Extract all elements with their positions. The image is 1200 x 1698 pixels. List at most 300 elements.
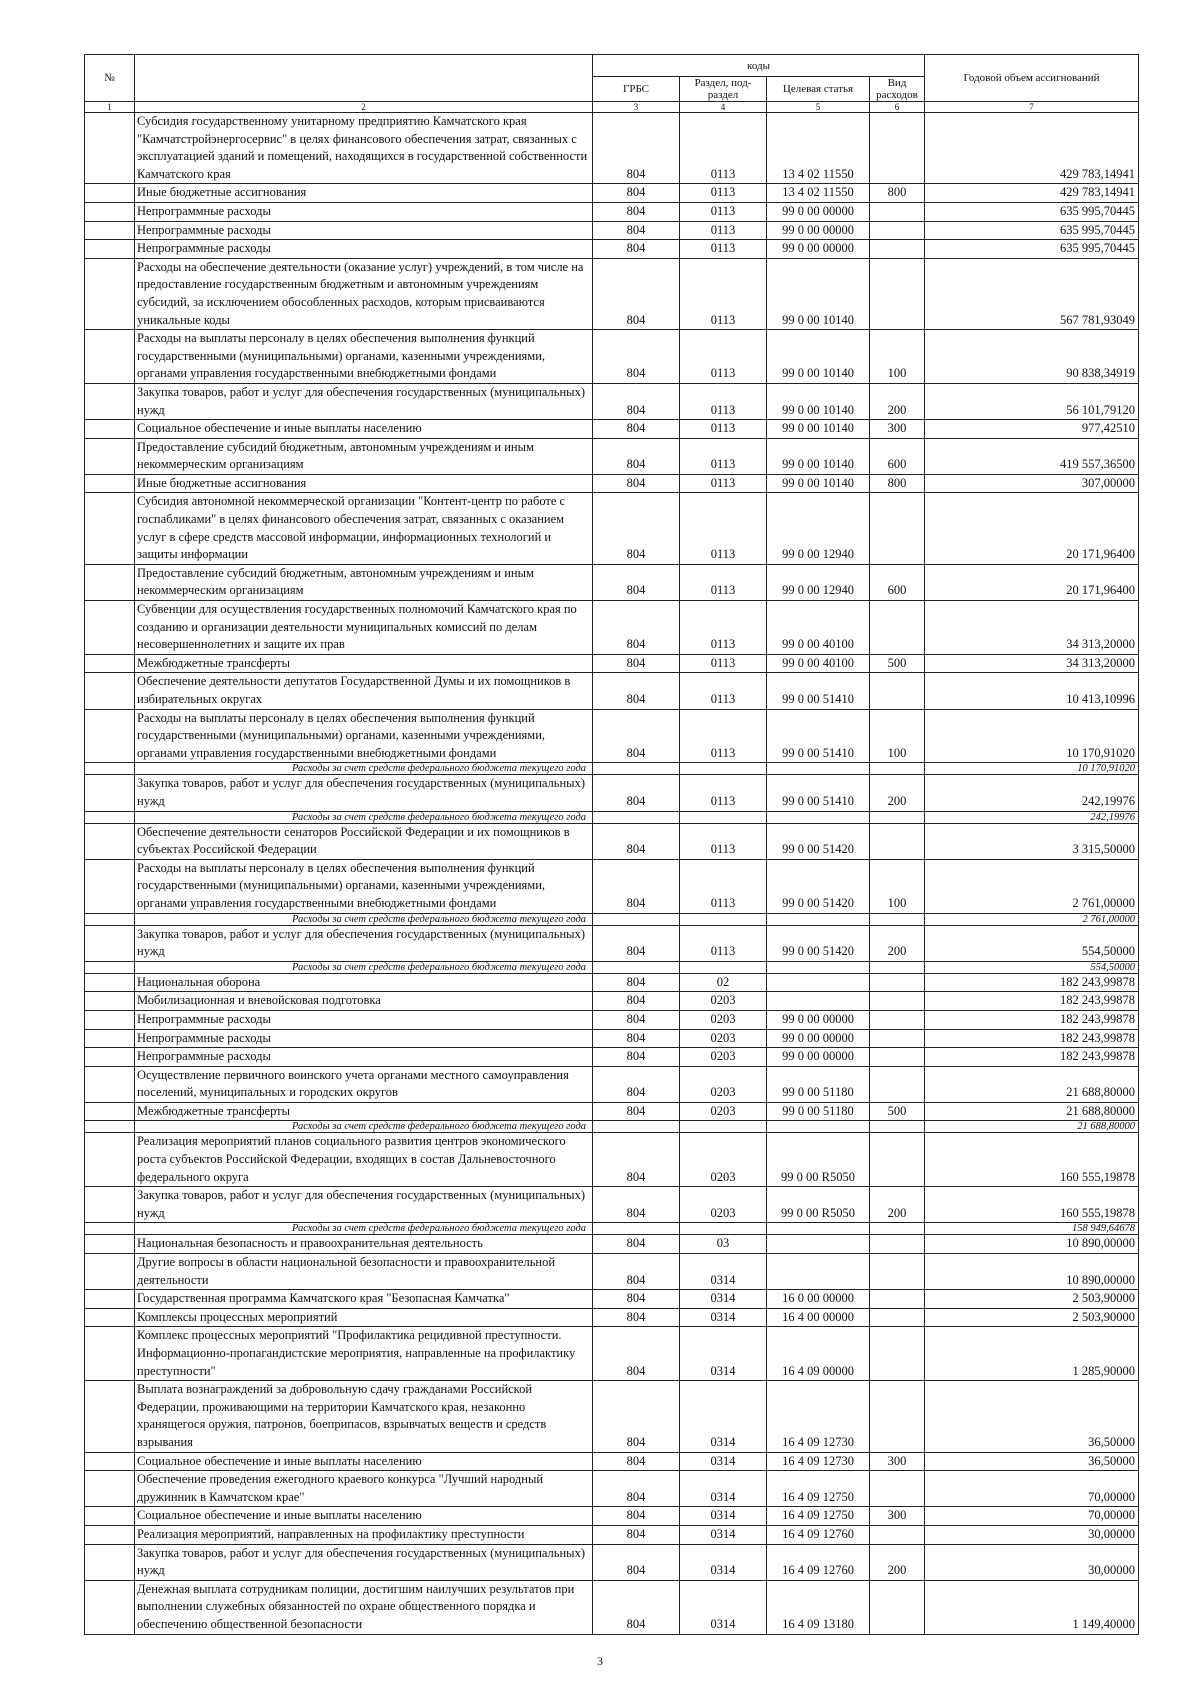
expense-type-cell: 800 — [870, 184, 925, 203]
section-cell: 0203 — [680, 1066, 767, 1102]
row-number-cell — [85, 1308, 135, 1327]
expense-name-cell: Выплата вознаграждений за добровольную сдачу гражданами Российской Федерации, проживающими на территории Камчатского края, незаконно хранящегося оружия, патронов, боеприпасов, взрывчатых веществ и средств взрывания — [135, 1381, 593, 1452]
amount-cell: 70,00000 — [925, 1507, 1139, 1526]
section-cell: 0203 — [680, 1102, 767, 1121]
page-number: 3 — [597, 1654, 603, 1668]
expense-type-cell — [870, 1308, 925, 1327]
row-number-cell — [85, 1029, 135, 1048]
expense-name-cell: Социальное обеспечение и иные выплаты населению — [135, 1507, 593, 1526]
expense-type-cell: 200 — [870, 775, 925, 811]
section-cell — [680, 763, 767, 775]
target-article-cell: 99 0 00 51410 — [767, 673, 870, 709]
expense-name-cell: Предоставление субсидий бюджетным, автономным учреждениям и иным некоммерческим организациям — [135, 438, 593, 474]
federal-budget-subrow — [85, 961, 1139, 973]
federal-budget-label: Расходы за счет средств федерального бюджета текущего года — [135, 1223, 593, 1235]
table-row — [85, 654, 1139, 673]
section-cell — [680, 1121, 767, 1133]
federal-budget-label: Расходы за счет средств федерального бюджета текущего года — [135, 961, 593, 973]
expense-type-cell — [870, 1029, 925, 1048]
expense-type-cell — [870, 1290, 925, 1309]
section-cell: 0203 — [680, 1048, 767, 1067]
target-article-cell — [767, 1235, 870, 1254]
table-header — [85, 55, 1139, 113]
section-cell: 0113 — [680, 654, 767, 673]
row-number-cell — [85, 1235, 135, 1254]
grbs-cell: 804 — [593, 474, 680, 493]
table-row — [85, 601, 1139, 655]
row-number-cell — [85, 775, 135, 811]
amount-cell: 567 781,93049 — [925, 258, 1139, 329]
table-row — [85, 474, 1139, 493]
grbs-cell: 804 — [593, 1525, 680, 1544]
target-article-cell: 16 4 09 12730 — [767, 1452, 870, 1471]
row-number-cell — [85, 1452, 135, 1471]
table-row — [85, 1544, 1139, 1580]
row-number-cell — [85, 1327, 135, 1381]
target-article-cell — [767, 992, 870, 1011]
row-number-cell — [85, 474, 135, 493]
row-number-cell — [85, 1102, 135, 1121]
table-row — [85, 113, 1139, 184]
row-number-cell — [85, 1525, 135, 1544]
expense-type-cell: 200 — [870, 925, 925, 961]
section-cell: 02 — [680, 973, 767, 992]
grbs-cell: 804 — [593, 601, 680, 655]
amount-cell: 2 761,00000 — [925, 859, 1139, 913]
target-article-cell: 99 0 00 10140 — [767, 420, 870, 439]
amount-cell: 1 285,90000 — [925, 1327, 1139, 1381]
target-article-cell: 99 0 00 51420 — [767, 925, 870, 961]
amount-cell: 160 555,19878 — [925, 1133, 1139, 1187]
grbs-cell: 804 — [593, 1471, 680, 1507]
section-cell: 0314 — [680, 1452, 767, 1471]
expense-name-cell: Комплексы процессных мероприятий — [135, 1308, 593, 1327]
section-cell: 0113 — [680, 113, 767, 184]
table-row — [85, 1471, 1139, 1507]
grbs-cell: 804 — [593, 1235, 680, 1254]
amount-cell: 419 557,36500 — [925, 438, 1139, 474]
expense-type-cell — [870, 1066, 925, 1102]
row-number-cell — [85, 1223, 135, 1235]
column-number-row — [85, 102, 1139, 113]
row-number-cell — [85, 493, 135, 564]
federal-budget-label: Расходы за счет средств федерального бюджета текущего года — [135, 811, 593, 823]
amount-cell: 1 149,40000 — [925, 1580, 1139, 1634]
amount-cell: 242,19976 — [925, 775, 1139, 811]
expense-type-cell — [870, 240, 925, 259]
expense-name-cell: Иные бюджетные ассигнования — [135, 474, 593, 493]
row-number-cell — [85, 601, 135, 655]
expense-type-cell: 100 — [870, 709, 925, 763]
table-row — [85, 383, 1139, 419]
expense-name-cell: Расходы на обеспечение деятельности (оказание услуг) учреждений, в том числе на предоставление государственным бюджетным и автономным учреждениям субсидий, за исключением обособленных расходов, которым присваиваются уникальные коды — [135, 258, 593, 329]
amount-cell: 10 890,00000 — [925, 1235, 1139, 1254]
target-article-cell — [767, 811, 870, 823]
grbs-cell: 804 — [593, 1452, 680, 1471]
target-article-cell: 13 4 02 11550 — [767, 184, 870, 203]
row-number-cell — [85, 383, 135, 419]
grbs-cell — [593, 961, 680, 973]
grbs-cell: 804 — [593, 709, 680, 763]
target-article-cell: 16 0 00 00000 — [767, 1290, 870, 1309]
column-number: 3 — [593, 102, 680, 113]
grbs-cell: 804 — [593, 1580, 680, 1634]
expense-type-cell: 300 — [870, 420, 925, 439]
expense-name-cell: Государственная программа Камчатского края "Безопасная Камчатка" — [135, 1290, 593, 1309]
amount-cell: 635 995,70445 — [925, 202, 1139, 221]
expense-name-cell: Комплекс процессных мероприятий "Профилактика рецидивной преступности. Информационно-пропагандистские мероприятия, направленные на профилактику преступности" — [135, 1327, 593, 1381]
federal-amount-cell: 158 949,64678 — [925, 1223, 1139, 1235]
expense-name-cell: Закупка товаров, работ и услуг для обеспечения государственных (муниципальных) нужд — [135, 383, 593, 419]
amount-cell: 182 243,99878 — [925, 1010, 1139, 1029]
expense-type-cell — [870, 763, 925, 775]
expense-name-cell: Обеспечение деятельности депутатов Государственной Думы и их помощников в избирательных округах — [135, 673, 593, 709]
amount-cell: 70,00000 — [925, 1471, 1139, 1507]
section-cell: 0113 — [680, 383, 767, 419]
expense-type-cell — [870, 1121, 925, 1133]
grbs-cell — [593, 811, 680, 823]
expense-name-cell: Закупка товаров, работ и услуг для обеспечения государственных (муниципальных) нужд — [135, 1187, 593, 1223]
target-article-cell: 99 0 00 R5050 — [767, 1187, 870, 1223]
row-number-cell — [85, 961, 135, 973]
row-number-cell — [85, 913, 135, 925]
expense-type-cell: 500 — [870, 654, 925, 673]
table-row — [85, 1010, 1139, 1029]
amount-cell: 429 783,14941 — [925, 113, 1139, 184]
section-cell: 0113 — [680, 493, 767, 564]
expense-name-cell: Непрограммные расходы — [135, 1048, 593, 1067]
target-article-cell — [767, 1223, 870, 1235]
section-cell: 0113 — [680, 202, 767, 221]
grbs-cell — [593, 1121, 680, 1133]
row-number-cell — [85, 438, 135, 474]
expense-name-cell: Расходы на выплаты персоналу в целях обеспечения выполнения функций государственными (муниципальными) органами, казенными учреждениями, органами управления государственными внебюджетными фондами — [135, 859, 593, 913]
grbs-cell: 804 — [593, 113, 680, 184]
row-number-cell — [85, 1471, 135, 1507]
section-cell: 0314 — [680, 1525, 767, 1544]
grbs-cell: 804 — [593, 202, 680, 221]
grbs-cell: 804 — [593, 859, 680, 913]
amount-cell: 635 995,70445 — [925, 240, 1139, 259]
row-number-cell — [85, 1048, 135, 1067]
target-article-cell: 16 4 09 00000 — [767, 1327, 870, 1381]
expense-name-cell: Социальное обеспечение и иные выплаты населению — [135, 1452, 593, 1471]
table-row — [85, 1048, 1139, 1067]
target-article-cell: 99 0 00 40100 — [767, 654, 870, 673]
table-row — [85, 221, 1139, 240]
grbs-cell: 804 — [593, 925, 680, 961]
amount-cell: 10 413,10996 — [925, 673, 1139, 709]
grbs-cell: 804 — [593, 330, 680, 384]
expense-type-cell — [870, 1254, 925, 1290]
row-number-cell — [85, 184, 135, 203]
header-name — [135, 55, 593, 102]
table-row — [85, 709, 1139, 763]
section-cell: 0314 — [680, 1544, 767, 1580]
row-number-cell — [85, 763, 135, 775]
row-number-cell — [85, 654, 135, 673]
expense-type-cell: 300 — [870, 1452, 925, 1471]
header-section: Раздел, под-раздел — [680, 77, 767, 102]
expense-name-cell: Субсидия государственному унитарному предприятию Камчатского края "Камчатстройэнергосервис" в целях финансового обеспечения затрат, связанных с эксплуатацией зданий и помещений, находящихся в государственной собственности Камчатского края — [135, 113, 593, 184]
table-row — [85, 1187, 1139, 1223]
expense-type-cell — [870, 1471, 925, 1507]
expense-name-cell: Предоставление субсидий бюджетным, автономным учреждениям и иным некоммерческим организациям — [135, 564, 593, 600]
expense-name-cell: Субсидия автономной некоммерческой организации "Контент-центр по работе с госпабликами" в целях финансового обеспечения затрат, связанных с оказанием услуг в сфере средств массовой информации, информационных технологий и защиты информации — [135, 493, 593, 564]
column-number: 7 — [925, 102, 1139, 113]
section-cell: 0203 — [680, 1133, 767, 1187]
section-cell: 0113 — [680, 925, 767, 961]
row-number-cell — [85, 992, 135, 1011]
amount-cell: 2 503,90000 — [925, 1290, 1139, 1309]
row-number-cell — [85, 823, 135, 859]
expense-name-cell: Закупка товаров, работ и услуг для обеспечения государственных (муниципальных) нужд — [135, 925, 593, 961]
table-row — [85, 564, 1139, 600]
row-number-cell — [85, 925, 135, 961]
target-article-cell: 99 0 00 R5050 — [767, 1133, 870, 1187]
row-number-cell — [85, 1254, 135, 1290]
target-article-cell: 16 4 09 12760 — [767, 1544, 870, 1580]
federal-budget-subrow — [85, 811, 1139, 823]
grbs-cell: 804 — [593, 673, 680, 709]
section-cell: 0113 — [680, 859, 767, 913]
expense-type-cell — [870, 1381, 925, 1452]
section-cell: 0314 — [680, 1580, 767, 1634]
expense-name-cell: Расходы на выплаты персоналу в целях обеспечения выполнения функций государственными (муниципальными) органами, казенными учреждениями, органами управления государственными внебюджетными фондами — [135, 330, 593, 384]
table-row — [85, 859, 1139, 913]
expense-name-cell: Реализация мероприятий, направленных на профилактику преступности — [135, 1525, 593, 1544]
expense-name-cell: Реализация мероприятий планов социального развития центров экономического роста субъектов Российской Федерации, входящих в состав Дальневосточного федерального округа — [135, 1133, 593, 1187]
row-number-cell — [85, 973, 135, 992]
expense-type-cell — [870, 601, 925, 655]
section-cell: 0113 — [680, 420, 767, 439]
table-row — [85, 240, 1139, 259]
amount-cell: 90 838,34919 — [925, 330, 1139, 384]
table-row — [85, 775, 1139, 811]
federal-amount-cell: 2 761,00000 — [925, 913, 1139, 925]
target-article-cell: 99 0 00 51180 — [767, 1066, 870, 1102]
section-cell: 0113 — [680, 709, 767, 763]
grbs-cell: 804 — [593, 1066, 680, 1102]
expense-name-cell: Межбюджетные трансферты — [135, 1102, 593, 1121]
amount-cell: 977,42510 — [925, 420, 1139, 439]
expense-type-cell — [870, 202, 925, 221]
target-article-cell: 99 0 00 51420 — [767, 823, 870, 859]
section-cell: 0113 — [680, 601, 767, 655]
target-article-cell: 16 4 09 12750 — [767, 1507, 870, 1526]
section-cell — [680, 811, 767, 823]
grbs-cell: 804 — [593, 973, 680, 992]
grbs-cell — [593, 913, 680, 925]
expense-type-cell: 200 — [870, 383, 925, 419]
table-row — [85, 673, 1139, 709]
row-number-cell — [85, 1381, 135, 1452]
federal-budget-subrow — [85, 763, 1139, 775]
target-article-cell: 99 0 00 12940 — [767, 564, 870, 600]
table-row — [85, 1327, 1139, 1381]
expense-type-cell: 300 — [870, 1507, 925, 1526]
header-grbs: ГРБС — [593, 77, 680, 102]
expense-type-cell — [870, 1235, 925, 1254]
federal-amount-cell: 242,19976 — [925, 811, 1139, 823]
expense-type-cell — [870, 221, 925, 240]
federal-amount-cell: 10 170,91020 — [925, 763, 1139, 775]
table-row — [85, 973, 1139, 992]
row-number-cell — [85, 811, 135, 823]
table-row — [85, 1290, 1139, 1309]
budget-allocation-table — [84, 54, 1139, 1635]
target-article-cell — [767, 1121, 870, 1133]
column-number: 1 — [85, 102, 135, 113]
target-article-cell: 99 0 00 00000 — [767, 1029, 870, 1048]
grbs-cell: 804 — [593, 1254, 680, 1290]
expense-type-cell — [870, 1580, 925, 1634]
expense-name-cell: Обеспечение деятельности сенаторов Российской Федерации и их помощников в субъектах Российской Федерации — [135, 823, 593, 859]
amount-cell: 30,00000 — [925, 1544, 1139, 1580]
section-cell: 0314 — [680, 1290, 767, 1309]
grbs-cell: 804 — [593, 1327, 680, 1381]
expense-name-cell: Непрограммные расходы — [135, 240, 593, 259]
amount-cell: 554,50000 — [925, 925, 1139, 961]
amount-cell: 307,00000 — [925, 474, 1139, 493]
grbs-cell: 804 — [593, 1133, 680, 1187]
grbs-cell: 804 — [593, 420, 680, 439]
target-article-cell — [767, 913, 870, 925]
grbs-cell: 804 — [593, 775, 680, 811]
expense-name-cell: Национальная оборона — [135, 973, 593, 992]
section-cell: 0113 — [680, 221, 767, 240]
expense-type-cell — [870, 1010, 925, 1029]
table-row — [85, 1580, 1139, 1634]
section-cell: 0113 — [680, 564, 767, 600]
expense-type-cell: 200 — [870, 1544, 925, 1580]
grbs-cell: 804 — [593, 184, 680, 203]
target-article-cell: 99 0 00 51180 — [767, 1102, 870, 1121]
federal-budget-label: Расходы за счет средств федерального бюджета текущего года — [135, 913, 593, 925]
grbs-cell: 804 — [593, 1507, 680, 1526]
row-number-cell — [85, 258, 135, 329]
grbs-cell: 804 — [593, 1029, 680, 1048]
target-article-cell: 99 0 00 00000 — [767, 221, 870, 240]
amount-cell: 182 243,99878 — [925, 1048, 1139, 1067]
section-cell: 0113 — [680, 438, 767, 474]
table-body — [85, 113, 1139, 1635]
section-cell: 0113 — [680, 258, 767, 329]
section-cell: 0113 — [680, 240, 767, 259]
table-row — [85, 992, 1139, 1011]
amount-cell: 21 688,80000 — [925, 1066, 1139, 1102]
table-row — [85, 258, 1139, 329]
header-codes: коды — [593, 55, 925, 77]
row-number-cell — [85, 709, 135, 763]
target-article-cell: 99 0 00 40100 — [767, 601, 870, 655]
expense-type-cell: 800 — [870, 474, 925, 493]
target-article-cell: 99 0 00 10140 — [767, 258, 870, 329]
target-article-cell: 16 4 09 12730 — [767, 1381, 870, 1452]
expense-name-cell: Осуществление первичного воинского учета органами местного самоуправления поселений, муниципальных и городских округов — [135, 1066, 593, 1102]
grbs-cell: 804 — [593, 654, 680, 673]
federal-budget-subrow — [85, 1223, 1139, 1235]
row-number-cell — [85, 564, 135, 600]
grbs-cell — [593, 1223, 680, 1235]
section-cell: 0314 — [680, 1381, 767, 1452]
header-expense-type: Вид расходов — [870, 77, 925, 102]
amount-cell: 160 555,19878 — [925, 1187, 1139, 1223]
section-cell: 0113 — [680, 673, 767, 709]
section-cell: 0314 — [680, 1471, 767, 1507]
federal-amount-cell: 554,50000 — [925, 961, 1139, 973]
grbs-cell: 804 — [593, 1381, 680, 1452]
target-article-cell — [767, 763, 870, 775]
amount-cell: 21 688,80000 — [925, 1102, 1139, 1121]
row-number-cell — [85, 221, 135, 240]
expense-type-cell — [870, 493, 925, 564]
table-row — [85, 925, 1139, 961]
grbs-cell — [593, 763, 680, 775]
table-row — [85, 493, 1139, 564]
column-number: 6 — [870, 102, 925, 113]
section-cell: 0203 — [680, 1010, 767, 1029]
amount-cell: 635 995,70445 — [925, 221, 1139, 240]
row-number-cell — [85, 1544, 135, 1580]
federal-amount-cell: 21 688,80000 — [925, 1121, 1139, 1133]
section-cell: 03 — [680, 1235, 767, 1254]
target-article-cell: 16 4 09 13180 — [767, 1580, 870, 1634]
amount-cell: 36,50000 — [925, 1452, 1139, 1471]
target-article-cell: 99 0 00 51410 — [767, 709, 870, 763]
expense-type-cell: 100 — [870, 859, 925, 913]
expense-name-cell: Другие вопросы в области национальной безопасности и правоохранительной деятельности — [135, 1254, 593, 1290]
amount-cell: 20 171,96400 — [925, 493, 1139, 564]
target-article-cell: 99 0 00 10140 — [767, 383, 870, 419]
section-cell: 0314 — [680, 1327, 767, 1381]
row-number-cell — [85, 1010, 135, 1029]
amount-cell: 2 503,90000 — [925, 1308, 1139, 1327]
grbs-cell: 804 — [593, 438, 680, 474]
section-cell: 0203 — [680, 992, 767, 1011]
expense-type-cell: 600 — [870, 438, 925, 474]
expense-type-cell — [870, 1133, 925, 1187]
table-row — [85, 1507, 1139, 1526]
expense-name-cell: Национальная безопасность и правоохранительная деятельность — [135, 1235, 593, 1254]
column-number: 5 — [767, 102, 870, 113]
section-cell: 0203 — [680, 1029, 767, 1048]
table-row — [85, 184, 1139, 203]
row-number-cell — [85, 1580, 135, 1634]
expense-type-cell — [870, 113, 925, 184]
grbs-cell: 804 — [593, 1048, 680, 1067]
expense-type-cell — [870, 258, 925, 329]
amount-cell: 182 243,99878 — [925, 1029, 1139, 1048]
expense-name-cell: Непрограммные расходы — [135, 1010, 593, 1029]
grbs-cell: 804 — [593, 823, 680, 859]
table-row — [85, 330, 1139, 384]
expense-type-cell — [870, 1327, 925, 1381]
expense-name-cell: Межбюджетные трансферты — [135, 654, 593, 673]
table-row — [85, 1381, 1139, 1452]
table-row — [85, 1452, 1139, 1471]
amount-cell: 30,00000 — [925, 1525, 1139, 1544]
row-number-cell — [85, 330, 135, 384]
row-number-cell — [85, 1290, 135, 1309]
grbs-cell: 804 — [593, 564, 680, 600]
table-row — [85, 1133, 1139, 1187]
section-cell: 0113 — [680, 775, 767, 811]
row-number-cell — [85, 202, 135, 221]
grbs-cell: 804 — [593, 1308, 680, 1327]
section-cell: 0113 — [680, 184, 767, 203]
expense-name-cell: Социальное обеспечение и иные выплаты населению — [135, 420, 593, 439]
